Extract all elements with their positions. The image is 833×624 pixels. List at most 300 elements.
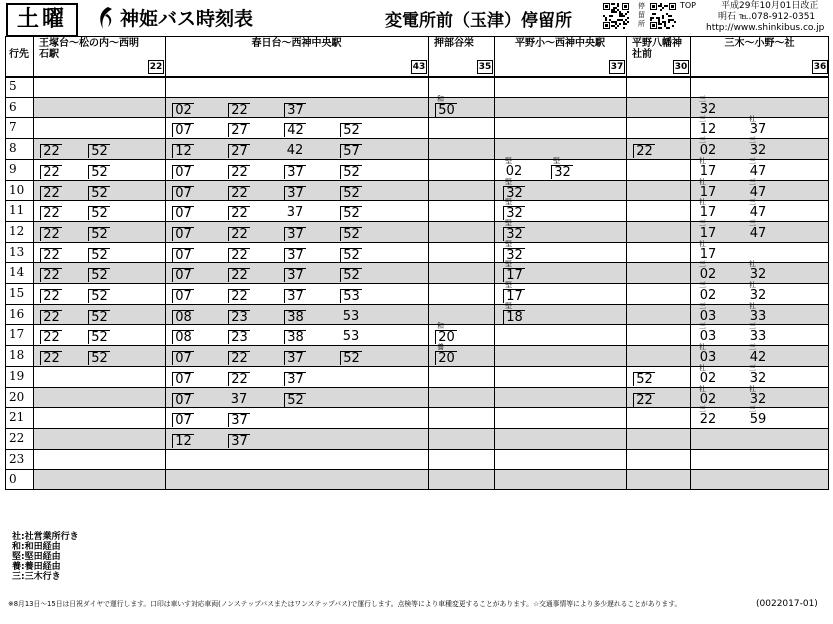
departure-time [746,262,772,282]
departure-time [171,200,197,220]
departure-time [39,159,65,179]
departure-time [87,138,113,158]
departure-time [283,97,309,117]
grid-line [5,469,829,470]
departure-time [171,407,197,427]
departure-minute: 52 [88,248,110,262]
timetable-grid [5,36,829,530]
route-mark: 社 [699,239,706,248]
departure-minute: 37 [284,372,306,386]
departure-time [502,283,528,303]
grid-line [690,36,691,490]
departure-minute: 17 [699,184,717,200]
day-label: 土曜 [6,3,78,37]
departure-time [283,366,309,386]
route-mark: 社 [749,384,756,393]
departure-time [632,366,658,386]
departure-time [339,138,365,158]
hour-label: 16 [9,306,25,321]
departure-minute: 53 [342,308,360,324]
stop-name: 変電所前（玉津）停留所 [385,11,572,31]
route-mark: 三 [749,177,756,186]
route-mark: 堅 [505,156,512,165]
departure-minute: 52 [88,144,110,158]
legend-item: 三:三木行き [12,572,61,582]
route-destination: 平野小～西神中央駅 [515,38,605,49]
departure-time [39,345,65,365]
departure-time [87,159,113,179]
departure-time [283,138,309,158]
departure-time [87,262,113,282]
departure-minute: 52 [340,227,362,241]
departure-time [746,156,772,179]
departure-minute: 37 [749,122,767,138]
grid-line [828,36,829,490]
departure-time [87,200,113,220]
departure-minute: 27 [228,123,250,137]
hour-label: 14 [9,265,25,280]
departure-minute: 07 [172,413,194,427]
departure-time [696,363,722,386]
departure-minute: 22 [40,144,62,158]
departure-minute: 20 [435,330,457,344]
route-mark: 三 [749,343,756,352]
departure-minute: 03 [699,350,717,366]
revision-date: 平成29年10月01日改正 [721,1,819,11]
departure-time [696,324,722,344]
grid-line [5,449,829,450]
route-destination: 王塚台～松の内～西明石駅 [39,38,139,60]
departure-minute: 42 [749,350,767,366]
departure-minute: 22 [40,227,62,241]
departure-time [171,97,197,117]
departure-minute: 37 [228,413,250,427]
route-number-badge: 36 [813,62,827,72]
departure-minute: 08 [172,310,194,324]
departure-time [632,387,658,407]
departure-minute: 07 [172,186,194,200]
departure-minute: 17 [699,246,717,262]
route-number-badge: 30 [674,62,688,72]
route-mark: 三 [699,136,706,145]
route-mark: 三 [699,301,706,310]
route-mark: 社 [699,363,706,372]
departure-minute: 23 [228,310,250,324]
departure-time [227,283,253,303]
departure-minute: 32 [551,165,573,179]
hour-label: 22 [9,430,25,445]
route-mark: 社 [699,177,706,186]
departure-time [87,242,113,262]
legend-item: 和:和田経由 [12,542,61,552]
route-mark: 社 [699,198,706,207]
departure-minute: 22 [40,248,62,262]
departure-minute: 47 [749,205,767,221]
hour-label: 21 [9,410,25,425]
departure-time [171,387,197,407]
departure-minute: 02 [699,288,717,303]
route-mark: 三 [749,156,756,165]
route-mark: 養 [437,343,444,352]
departure-minute: 17 [503,289,525,303]
departure-time [696,218,722,241]
departure-time [171,262,197,282]
departure-time [696,138,722,158]
departure-minute: 02 [172,103,194,117]
departure-time [339,200,365,220]
departure-time [87,304,113,324]
route-destination: 押部谷栄 [434,38,474,49]
departure-time [696,407,722,427]
departure-time [502,156,528,179]
departure-minute: 22 [228,227,250,241]
departure-minute: 22 [228,372,250,386]
departure-time [339,324,365,344]
hour-label: 7 [9,120,17,135]
departure-minute: 22 [40,206,62,220]
departure-minute: 22 [633,144,655,158]
footer-note: ※8月13日～15日は日祝ダイヤで運行します。口印は車いす対応車両(ノンステップバスまたはワンステップバス)で運行します。点検等により車種変更することがあります。☆交通事情等により多少遅れることがあります。 [8,600,682,608]
route-mark: 和 [437,94,444,103]
route-mark: 堅 [505,301,512,310]
departure-time [171,428,197,448]
departure-time [339,304,365,324]
hour-label: 13 [9,244,25,259]
legend [12,532,79,582]
office-phone: 明石 ℡.078-912-0351 [718,12,816,22]
departure-time [227,97,253,117]
departure-time [171,283,197,303]
departure-time [696,283,722,303]
qr-code-icon [603,3,629,29]
departure-minute: 37 [284,248,306,262]
departure-minute: 52 [340,206,362,220]
departure-time [283,304,309,324]
departure-time [87,345,113,365]
departure-minute: 37 [284,289,306,303]
route-mark: 社 [749,301,756,310]
route-mark: 社 [699,343,706,352]
departure-minute: 52 [340,268,362,282]
route-mark: 社 [699,384,706,393]
departure-minute: 32 [749,267,767,283]
row-shading [33,469,829,490]
departure-minute: 32 [503,206,525,220]
hour-label: 18 [9,348,25,363]
route-number-badge: 22 [149,62,163,72]
departure-minute: 22 [228,248,250,262]
departure-time [696,177,722,200]
departure-time [746,324,772,344]
departure-minute: 42 [286,143,304,159]
timetable-title: 神姫バス時刻表 [120,8,254,30]
departure-time [339,242,365,262]
departure-minute: 37 [230,391,248,407]
departure-time [171,366,197,386]
departure-minute: 50 [435,103,457,117]
route-mark: 三 [749,405,756,414]
departure-minute: 52 [88,310,110,324]
departure-minute: 32 [503,248,525,262]
departure-minute: 17 [699,225,717,241]
route-number-badge: 43 [412,62,426,72]
departure-time [696,301,722,324]
departure-minute: 03 [699,329,717,345]
route-mark: 堅 [505,281,512,289]
departure-time [696,200,722,220]
departure-minute: 52 [284,393,306,407]
departure-time [227,366,253,386]
departure-time [696,384,722,407]
departure-minute: 57 [340,144,362,158]
departure-time [171,138,197,158]
departure-minute: 32 [749,143,767,159]
departure-time [171,304,197,324]
route-mark: 堅 [505,198,512,207]
departure-time [696,156,722,179]
departure-time [39,262,65,282]
departure-time [502,262,528,282]
departure-minute: 02 [699,143,717,159]
departure-minute: 52 [340,165,362,179]
departure-time [746,301,772,324]
departure-minute: 47 [749,184,767,200]
departure-time [39,200,65,220]
departure-minute: 37 [284,227,306,241]
departure-time [746,283,772,303]
departure-time [502,177,528,201]
departure-minute: 07 [172,372,194,386]
route-mark: 三 [699,405,706,414]
departure-minute: 38 [284,330,306,344]
departure-time [283,200,309,220]
website-url[interactable]: http://www.shinkibus.co.jp [706,23,825,33]
departure-time [227,242,253,262]
legend-item: 社:社営業所行き [12,532,79,542]
route-mark: 三 [749,198,756,207]
departure-minute: 32 [749,370,767,386]
departure-minute: 37 [284,165,306,179]
departure-minute: 59 [749,412,767,428]
departure-minute: 12 [172,434,194,448]
route-mark: 堅 [505,218,512,227]
departure-minute: 22 [40,330,62,344]
row-shading [33,428,829,449]
departure-minute: 47 [749,225,767,241]
departure-time [502,218,528,242]
departure-time [339,159,365,179]
departure-minute: 07 [172,393,194,407]
departure-time [696,117,722,137]
departure-time [502,239,528,263]
departure-minute: 07 [172,289,194,303]
departure-time [746,117,772,137]
hour-label: 6 [9,99,17,114]
hour-label: 23 [9,451,25,466]
departure-minute: 17 [699,205,717,221]
qr-label-stop: 停留所 [638,2,645,28]
departure-minute: 52 [340,123,362,137]
departure-minute: 52 [88,206,110,220]
grid-line [165,36,166,490]
departure-time [746,138,772,158]
departure-time [227,304,253,324]
route-mark: 和 [437,322,444,331]
route-destination: 春日台～西神中央駅 [251,38,342,49]
departure-minute: 03 [699,308,717,324]
hour-label: 15 [9,286,25,300]
departure-time [39,242,65,262]
departure-time [502,301,528,325]
departure-minute: 53 [340,289,362,303]
departure-time [434,345,460,365]
departure-minute: 22 [228,103,250,117]
departure-minute: 52 [88,330,110,344]
departure-minute: 22 [228,186,250,200]
departure-minute: 07 [172,268,194,282]
grid-line [33,36,34,490]
departure-time [339,262,365,282]
departure-time [171,180,197,200]
departure-minute: 22 [40,165,62,179]
departure-minute: 07 [172,248,194,262]
route-mark: 三 [699,322,706,331]
departure-minute: 52 [88,186,110,200]
departure-minute: 32 [503,186,525,200]
departure-time [87,283,113,303]
departure-time [283,180,309,200]
route-mark: 堅 [553,156,560,165]
departure-minute: 22 [699,412,717,428]
route-mark: 三 [699,260,706,269]
departure-time [39,221,65,241]
departure-minute: 52 [88,268,110,282]
departure-time [227,138,253,158]
departure-minute: 37 [284,268,306,282]
departure-time [696,94,722,117]
departure-time [227,387,253,407]
departure-time [434,94,460,118]
departure-minute: 37 [284,103,306,117]
route-mark: 三 [749,218,756,227]
departure-time [746,384,772,407]
departure-minute: 37 [284,186,306,200]
departure-minute: 17 [503,268,525,282]
hour-label: 17 [9,327,25,342]
hour-label: 8 [9,141,17,156]
departure-minute: 22 [228,351,250,365]
departure-time [39,180,65,200]
departure-time [283,242,309,262]
departure-minute: 32 [749,288,767,303]
departure-time [283,345,309,365]
departure-time [39,324,65,344]
departure-time [39,283,65,303]
route-mark: 社 [749,260,756,269]
departure-time [550,156,576,180]
departure-time [339,283,365,303]
departure-time [696,239,722,262]
departure-time [87,221,113,241]
departure-minute: 37 [284,351,306,365]
departure-minute: 33 [749,308,767,324]
departure-time [283,262,309,282]
departure-time [171,221,197,241]
hour-label: 20 [9,389,25,404]
departure-minute: 22 [633,393,655,407]
route-mark: 三 [749,322,756,331]
departure-time [227,428,253,448]
departure-minute: 52 [88,289,110,303]
departure-minute: 37 [228,434,250,448]
route-mark: 社 [699,156,706,165]
departure-minute: 22 [40,186,62,200]
hour-label: 10 [9,182,25,197]
route-mark: 三 [699,115,706,124]
departure-time [502,200,528,220]
departure-time [283,387,309,407]
departure-minute: 12 [172,144,194,158]
departure-minute: 17 [699,163,717,179]
departure-minute: 42 [284,123,306,137]
departure-time [87,180,113,200]
departure-minute: 52 [340,351,362,365]
departure-time [746,407,772,427]
hour-column-header: 行先 [9,49,29,60]
grid-line [5,489,829,490]
departure-time [227,200,253,220]
departure-minute: 37 [286,205,304,221]
route-mark: 堅 [505,177,512,186]
departure-minute: 22 [228,289,250,303]
departure-time [339,117,365,137]
grid-line [428,36,429,490]
departure-time [171,159,197,179]
departure-minute: 08 [172,330,194,344]
departure-time [283,324,309,344]
departure-minute: 22 [40,351,62,365]
route-mark: 三 [699,94,706,103]
grid-line [5,428,829,429]
departure-time [339,180,365,200]
departure-minute: 52 [88,351,110,365]
qr-code-icon [650,3,676,29]
departure-minute: 07 [172,165,194,179]
departure-time [632,138,658,158]
legend-item: 堅:堅田経由 [12,552,61,562]
departure-time [746,363,772,386]
departure-time [39,138,65,158]
departure-minute: 02 [699,370,717,386]
hour-label: 5 [9,79,17,93]
departure-minute: 22 [228,206,250,220]
grid-line [494,36,495,490]
departure-time [746,177,772,200]
departure-time [283,221,309,241]
departure-minute: 02 [699,391,717,407]
departure-time [227,221,253,241]
departure-minute: 22 [40,289,62,303]
departure-time [339,345,365,365]
departure-time [39,304,65,324]
departure-time [283,117,309,137]
shinki-bus-logo-icon [96,6,114,30]
qr-label-top: TOP [680,1,697,10]
route-mark: 堅 [505,260,512,269]
departure-time [171,324,197,344]
departure-minute: 07 [172,227,194,241]
departure-time [171,345,197,365]
